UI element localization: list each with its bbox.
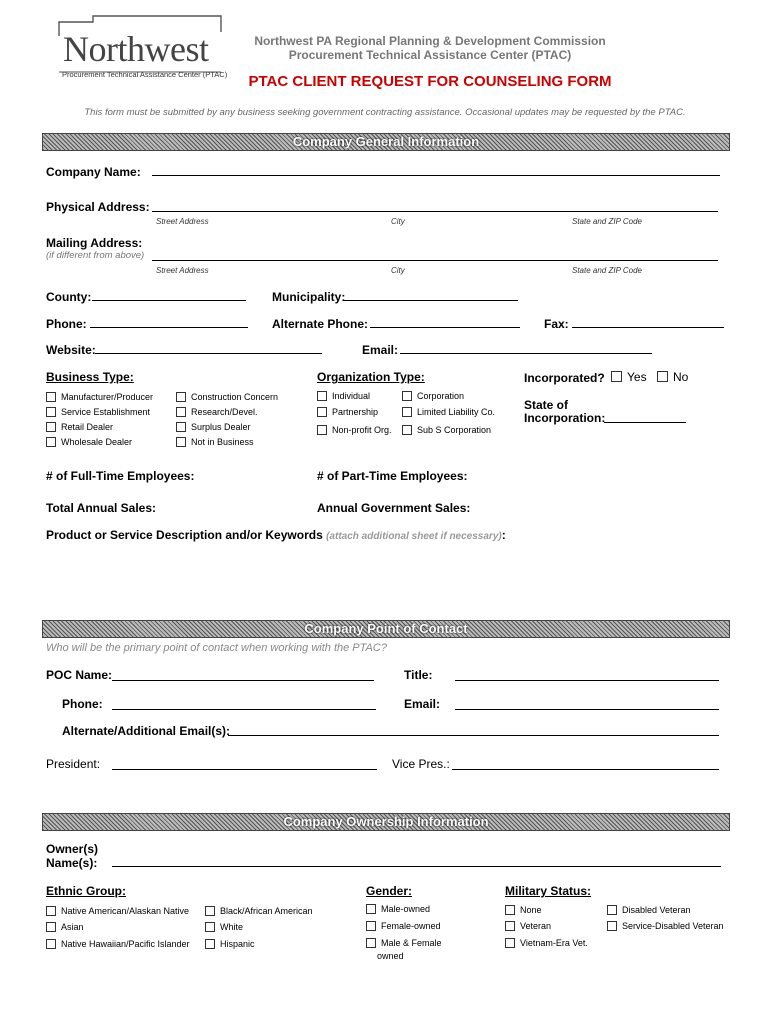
mailing-address-field[interactable]	[152, 260, 718, 261]
checkbox-sub-s[interactable]: Sub S Corporation	[402, 425, 491, 436]
municipality-field[interactable]	[343, 300, 518, 301]
checkbox-icon	[366, 921, 376, 931]
mailing-address-label: Mailing Address:	[46, 236, 143, 250]
checkbox-female-owned[interactable]: Female-owned	[366, 921, 441, 932]
section-title: Company Ownership Information	[283, 814, 489, 829]
owners-field[interactable]	[112, 866, 721, 867]
military-status-heading: Military Status:	[505, 884, 592, 898]
email-field[interactable]	[400, 353, 652, 354]
checkbox-icon	[402, 425, 412, 435]
checkbox-black[interactable]: Black/African American	[205, 906, 313, 917]
checkbox-icon	[46, 392, 56, 402]
incorporation-label: Incorporation:	[524, 411, 606, 425]
state-zip-caption: State and ZIP Code	[572, 266, 642, 275]
checkbox-corporation[interactable]: Corporation	[402, 391, 464, 402]
alt-email-field[interactable]	[228, 735, 719, 736]
checkbox-icon	[46, 939, 56, 949]
checkbox-icon	[607, 921, 617, 931]
poc-phone-label: Phone:	[62, 697, 103, 711]
product-description-label: Product or Service Description and/or Keywords (attach additional sheet if necessary):	[46, 528, 506, 542]
full-time-employees-label: # of Full-Time Employees:	[46, 469, 195, 483]
organization-type-heading: Organization Type:	[317, 370, 425, 384]
part-time-employees-label: # of Part-Time Employees:	[317, 469, 468, 483]
checkbox-none[interactable]: None	[505, 905, 542, 916]
org-name-line2: Procurement Technical Assistance Center (PTAC)	[288, 48, 572, 62]
checkbox-icon	[317, 407, 327, 417]
phone-label: Phone:	[46, 317, 87, 331]
checkbox-veteran[interactable]: Veteran	[505, 921, 551, 932]
physical-address-field[interactable]	[152, 211, 718, 212]
vice-president-field[interactable]	[452, 769, 719, 770]
checkbox-hispanic[interactable]: Hispanic	[205, 939, 255, 950]
checkbox-icon	[46, 407, 56, 417]
website-field[interactable]	[95, 353, 322, 354]
owners-label-line2: Name(s):	[46, 856, 98, 870]
checkbox-service[interactable]: Service Establishment	[46, 407, 150, 418]
business-type-heading: Business Type:	[46, 370, 134, 384]
checkbox-incorporated-yes[interactable]: Yes	[611, 370, 647, 384]
checkbox-icon	[46, 922, 56, 932]
checkbox-nonprofit[interactable]: Non-profit Org.	[317, 425, 392, 436]
city-caption: City	[391, 266, 405, 275]
county-field[interactable]	[92, 300, 246, 301]
checkbox-partnership[interactable]: Partnership	[317, 407, 378, 418]
checkbox-icon	[176, 437, 186, 447]
checkbox-icon	[205, 906, 215, 916]
checkbox-icon	[505, 938, 515, 948]
logo-text: Northwest	[63, 29, 209, 69]
checkbox-wholesale[interactable]: Wholesale Dealer	[46, 437, 132, 448]
checkbox-icon	[46, 906, 56, 916]
form-instruction: This form must be submitted by any business seeking government contracting assistance. Occasional updates may be requested by the PTAC.	[84, 107, 686, 118]
alt-phone-field[interactable]	[370, 327, 520, 328]
checkbox-surplus[interactable]: Surplus Dealer	[176, 422, 251, 433]
email-label: Email:	[362, 343, 399, 357]
checkbox-male-owned[interactable]: Male-owned	[366, 904, 430, 915]
poc-title-field[interactable]	[455, 680, 719, 681]
checkbox-icon	[402, 391, 412, 401]
checkbox-icon	[317, 425, 327, 435]
annual-government-sales-label: Annual Government Sales:	[317, 501, 471, 515]
checkbox-icon	[366, 938, 376, 948]
gender-owned-continuation: owned	[377, 951, 404, 961]
checkbox-icon	[505, 921, 515, 931]
president-label: President:	[46, 757, 101, 771]
gender-heading: Gender:	[366, 884, 413, 898]
fax-field[interactable]	[572, 327, 724, 328]
checkbox-manufacturer[interactable]: Manufacturer/Producer	[46, 392, 153, 403]
poc-question: Who will be the primary point of contact when working with the PTAC?	[46, 642, 387, 654]
vice-president-label: Vice Pres.:	[392, 757, 450, 771]
checkbox-native-american[interactable]: Native American/Alaskan Native	[46, 906, 189, 917]
section-header-point-of-contact	[42, 620, 730, 638]
incorporated-label: Incorporated?	[524, 371, 605, 385]
checkbox-service-disabled[interactable]: Service-Disabled Veteran	[607, 921, 724, 932]
company-name-field[interactable]	[152, 175, 720, 176]
checkbox-icon	[176, 392, 186, 402]
phone-field[interactable]	[90, 327, 248, 328]
county-label: County:	[46, 290, 92, 304]
checkbox-construction[interactable]: Construction Concern	[176, 392, 278, 403]
section-header-company-general	[42, 133, 730, 151]
checkbox-icon	[317, 391, 327, 401]
checkbox-icon	[176, 422, 186, 432]
checkbox-llc[interactable]: Limited Liability Co.	[402, 407, 495, 418]
owners-label-line1: Owner(s)	[46, 842, 99, 856]
checkbox-icon	[505, 905, 515, 915]
poc-name-label: POC Name:	[46, 668, 113, 682]
alt-email-label: Alternate/Additional Email(s):	[62, 724, 231, 738]
checkbox-individual[interactable]: Individual	[317, 391, 370, 402]
checkbox-not-in-business[interactable]: Not in Business	[176, 437, 254, 448]
street-address-caption: Street Address	[156, 266, 209, 275]
company-name-label: Company Name:	[46, 165, 141, 179]
logo-subtitle: Procurement Technical Assistance Center (PTAC)	[62, 70, 228, 79]
checkbox-icon	[611, 371, 622, 382]
logo	[57, 14, 228, 80]
state-of-label: State of	[524, 398, 569, 412]
checkbox-icon	[205, 922, 215, 932]
checkbox-white[interactable]: White	[205, 922, 243, 933]
section-title: Company General Information	[292, 134, 480, 149]
checkbox-disabled-veteran[interactable]: Disabled Veteran	[607, 905, 691, 916]
city-caption: City	[391, 217, 405, 226]
checkbox-icon	[46, 422, 56, 432]
street-address-caption: Street Address	[156, 217, 209, 226]
checkbox-vietnam-era[interactable]: Vietnam-Era Vet.	[505, 938, 588, 949]
checkbox-icon	[402, 407, 412, 417]
checkbox-icon	[366, 904, 376, 914]
checkbox-icon	[46, 437, 56, 447]
checkbox-icon	[657, 371, 668, 382]
checkbox-asian[interactable]: Asian	[46, 922, 84, 933]
municipality-label: Municipality:	[272, 290, 346, 304]
checkbox-icon	[176, 407, 186, 417]
checkbox-icon	[607, 905, 617, 915]
poc-email-field[interactable]	[455, 709, 719, 710]
president-field[interactable]	[112, 769, 377, 770]
form-title: PTAC CLIENT REQUEST FOR COUNSELING FORM	[248, 73, 612, 90]
state-zip-caption: State and ZIP Code	[572, 217, 642, 226]
checkbox-male-female[interactable]: Male & Female	[366, 938, 442, 949]
alt-phone-label: Alternate Phone:	[272, 317, 369, 331]
poc-name-field[interactable]	[112, 680, 374, 681]
checkbox-research[interactable]: Research/Devel.	[176, 407, 258, 418]
poc-phone-field[interactable]	[112, 709, 376, 710]
section-header-ownership	[42, 813, 730, 831]
total-annual-sales-label: Total Annual Sales:	[46, 501, 157, 515]
poc-title-label: Title:	[404, 668, 433, 682]
physical-address-label: Physical Address:	[46, 200, 150, 214]
checkbox-incorporated-no[interactable]: No	[657, 370, 688, 384]
checkbox-icon	[205, 939, 215, 949]
website-label: Website:	[46, 343, 96, 357]
fax-label: Fax:	[544, 317, 569, 331]
section-title: Company Point of Contact	[304, 621, 468, 636]
checkbox-native-hawaiian[interactable]: Native Hawaiian/Pacific Islander	[46, 939, 190, 950]
org-name-line1: Northwest PA Regional Planning & Development Commission	[254, 34, 606, 48]
state-of-incorporation-field[interactable]	[604, 422, 686, 423]
mailing-address-note: (if different from above)	[46, 250, 145, 261]
poc-email-label: Email:	[404, 697, 441, 711]
ethnic-group-heading: Ethnic Group:	[46, 884, 126, 898]
checkbox-retail[interactable]: Retail Dealer	[46, 422, 113, 433]
